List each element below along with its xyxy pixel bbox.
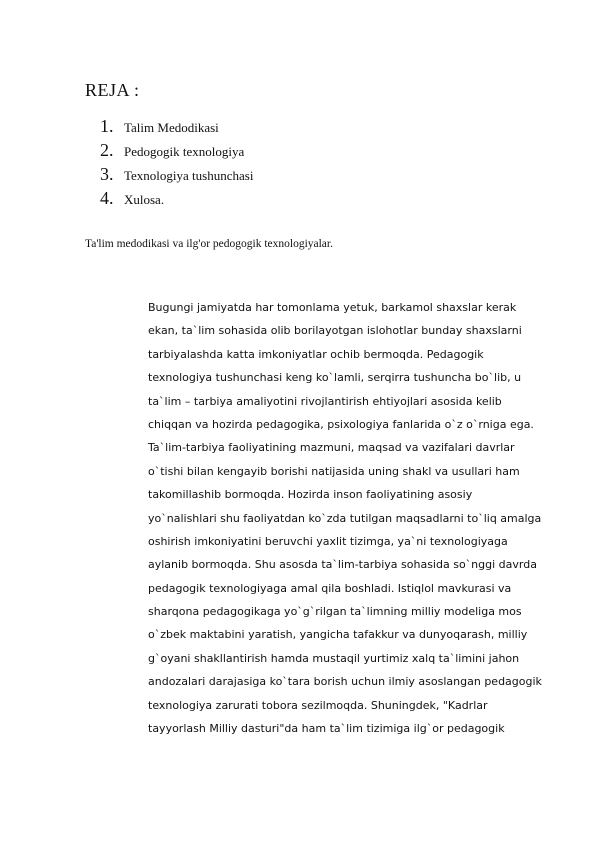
paragraph-line: tayyorlash Milliy dasturi"da ham ta`lim tizimiga ilg`or pedagogik (148, 722, 505, 736)
plan-item (100, 186, 253, 210)
paragraph-line: texnologiya tushunchasi keng ko`lamli, serqirra tushuncha bo`lib, u (148, 371, 522, 385)
plan-item-text: Texnologiya tushunchasi (124, 168, 254, 183)
paragraph-line: ta`lim – tarbiya amaliyotini rivojlantirish ehtiyojlari asosida kelib (148, 394, 502, 408)
paragraph-line: g`oyani shakllantirish hamda mustaqil yurtimiz xalq ta`limini jahon (148, 651, 520, 665)
plan-item-number: 1. (100, 116, 114, 136)
plan-item-number: 2. (100, 140, 114, 160)
plan-item (100, 162, 253, 186)
plan-item-text: Xulosa. (124, 192, 165, 207)
paragraph-line: ekan, ta`lim sohasida olib borilayotgan islohotlar bunday shaxslarni (148, 324, 522, 338)
plan-item (100, 114, 253, 138)
paragraph-line: Bugungi jamiyatda har tomonlama yetuk, barkamol shaxslar kerak (148, 301, 517, 314)
paragraph-line: sharqona pedagogikaga yo`g`rilgan ta`limning milliy modeliga mos (148, 605, 522, 619)
body-paragraph (148, 298, 558, 742)
paragraph-line: chiqqan va hozirda pedagogika, psixologiya fanlarida o`z o`rniga ega. (148, 417, 534, 431)
paragraph-line: texnologiya zarurati tobora sezilmoqda. Shuningdek, "Kadrlar (148, 698, 488, 712)
paragraph-line: yo`nalishlari shu faoliyatdan ko`zda tutilgan maqsadlarni to`liq amalga (148, 511, 542, 525)
paragraph-line: andozalari darajasiga ko`tara borish uchun ilmiy asoslangan pedagogik (148, 675, 542, 689)
paragraph-line: aylanib bormoqda. Shu asosda ta`lim-tarbiya sohasida so`nggi davrda (148, 558, 537, 572)
paragraph-line: oshirish imkoniyatini beruvchi yaxlit tizimga, ya`ni texnologiyaga (148, 534, 508, 548)
plan-list (100, 114, 253, 210)
paragraph-line: pedagogik texnologiyaga amal qila boshladi. Istiqlol mavkurasi va (148, 581, 512, 595)
paragraph-line: tarbiyalashda katta imkoniyatlar ochib bermoqda. Pedagogik (148, 347, 484, 361)
section-subtitle: Ta'lim medodikasi va ilg'or pedogogik texnologiyalar. (85, 238, 333, 250)
plan-item (100, 138, 253, 162)
plan-item-number: 4. (100, 188, 114, 208)
paragraph-line: Ta`lim-tarbiya faoliyatining mazmuni, maqsad va vazifalari davrlar (148, 441, 515, 455)
paragraph-line: o`zbek maktabini yaratish, yangicha tafakkur va dunyoqarash, milliy (148, 628, 528, 642)
plan-item-text: Talim Medodikasi (124, 120, 219, 135)
paragraph-line: takomillashib bormoqda. Hozirda inson faoliyatining asosiy (148, 488, 473, 502)
plan-item-text: Pedogogik texnologiya (124, 144, 245, 159)
plan-item-number: 3. (100, 164, 114, 184)
plan-heading: REJA : (85, 80, 140, 100)
paragraph-line: o`tishi bilan kengayib borishi natijasida uning shakl va usullari ham (148, 464, 520, 478)
